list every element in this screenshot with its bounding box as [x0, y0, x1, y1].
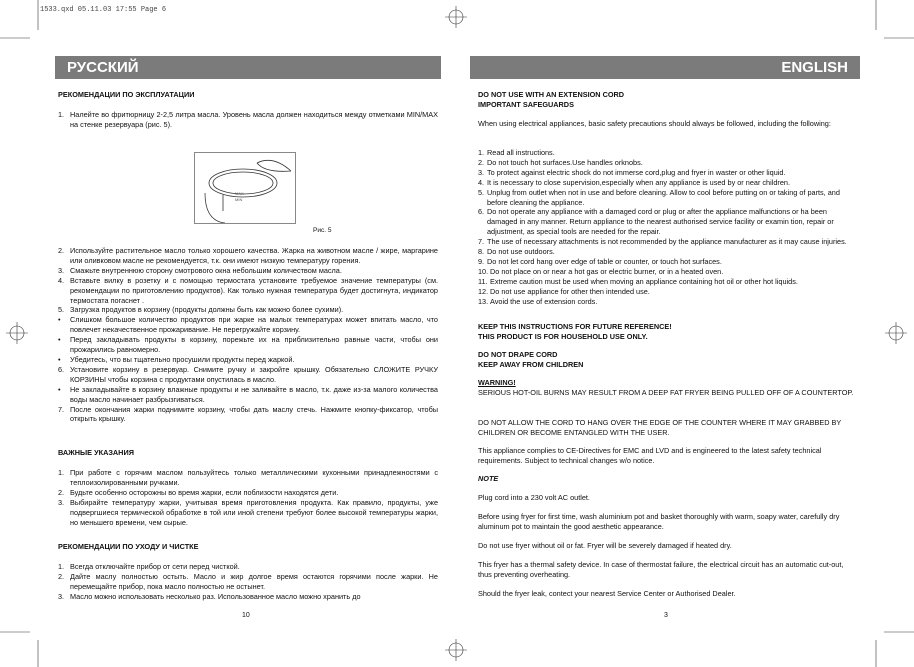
en-safeguard-12: 12. Do not use appliance for other then intended use.	[478, 286, 650, 296]
ru-step-1: 1. Налейте во фритюрницу 2-2,5 литра масла. Уровень масла должен находиться между отметками MIN/MAX на стенке резервуара (рис. 5).	[58, 110, 438, 129]
en-compliance: This appliance complies to CE-Directives for EMC and LVD and is engineered to the latest safety technical requirements. Subject to technical changes w/o notice.	[478, 446, 822, 465]
fig-max-label: MAX	[235, 191, 244, 196]
ru-step-7: 7. После окончания жарки поднимите корзину, чтобы дать маслу стечь. Нажмите кнопку-фиксатор, чтобы открыть крышку.	[58, 404, 438, 424]
en-safeguard-9: 9. Do not let cord hang over edge of table or counter, or touch hot surfaces.	[478, 256, 722, 266]
ru-bullet-3: • Убедитесь, что вы тщательно просушили продукты перед жаркой.	[58, 354, 295, 364]
ru-important-heading: ВАЖНЫЕ УКАЗАНИЯ	[58, 448, 134, 457]
warning-label: WARNING!	[478, 378, 516, 387]
ru-bullet-2: • Перед закладывать продукты в корзину, порежьте их на приблизительно равные части, чтобы они прожарились равномерно.	[58, 335, 438, 355]
ru-warning-1: 1. При работе с горячим маслом пользуйтесь только металлическими кухонными принадлежностями с теплоизолированными ручками.	[58, 468, 438, 487]
en-warning-block: WARNING! SERIOUS HOT-OIL BURNS MAY RESULT FROM A DEEP FAT FRYER BEING PULLED OFF OF A COUNTERTOP.	[478, 378, 858, 398]
ru-warning-3: 3. Выбирайте температуру жарки, учитывая время приготовления продукта. Как правило, продукты, уже подвергшиеся термической обработке в той или иной степени требуют более высокой температуры жарки, но меньшего времени, чем сырые.	[58, 497, 438, 527]
language-header-russian: РУССКИЙ	[55, 56, 441, 79]
fryer-illustration	[195, 153, 295, 223]
ru-care-2: 2. Дайте маслу полностью остыть. Масло и жир долгое время остаются горячими после жарки. Не перемещайте прибор, пока масло полностью не остынет.	[58, 571, 438, 591]
en-safeguard-1: 1. Read all instructions.	[478, 148, 555, 157]
en-drape-block: DO NOT DRAPE CORD KEEP AWAY FROM CHILDREN	[478, 350, 584, 369]
fig-min-label: MIN	[235, 197, 243, 202]
ru-care-1: 1. Всегда отключайте прибор от сети перед чисткой.	[58, 562, 240, 571]
en-note-5: Should the fryer leak, contect your nearest Service Center or Authorised Dealer.	[478, 589, 736, 598]
en-safeguard-11: 11. Extreme caution must be used when moving an appliance containing hot oil or other hot liquids.	[478, 276, 798, 286]
ru-bullet-1: • Слишком большое количество продуктов при жарке на малых температурах может впитать масло, что повлечет некачественное прожаривание. Не перегружайте корзину.	[58, 315, 438, 335]
en-safeguard-2: 2. Do not touch hot surfaces.Use handles orknobs.	[478, 157, 643, 167]
ru-operation-heading: РЕКОМЕНДАЦИИ ПО ЭКСПЛУАТАЦИИ	[58, 90, 195, 99]
ru-care-heading: РЕКОМЕНДАЦИИ ПО УХОДУ И ЧИСТКЕ	[58, 542, 199, 551]
en-keep-block: KEEP THIS INSTRUCTIONS FOR FUTURE REFERENCE! THIS PRODUCT IS FOR HOUSEHOLD USE ONLY.	[478, 322, 672, 341]
ru-warning-2: 2. Будьте особенно осторожны во время жарки, если поблизости находятся дети.	[58, 487, 339, 497]
ru-step-2: 2. Используйте растительное масло только хорошего качества. Жарка на животном масле / жире, маргарине или оливковом масле не рекомендуется, т.к. они имеют низкую температуру горения.	[58, 246, 438, 265]
en-note-label: NOTE	[478, 474, 499, 483]
page-number-left: 10	[242, 612, 250, 619]
en-safeguard-4: 4. It is necessary to close supervision,especially when any appliance is used by or near children.	[478, 177, 790, 187]
ru-care-3: 3. Масло можно использовать несколько раз. Использованное масло можно хранить до	[58, 591, 361, 601]
fryer-figure	[194, 152, 296, 224]
page-number-right: 3	[664, 612, 668, 619]
ru-bullet-4: • Не закладывайте в корзину влажные продукты и не заливайте в масло, т.к. даже из-за малого количества воды масло начинает разбрызгиваться.	[58, 384, 438, 404]
en-safeguard-3: 3. To protect against electric shock do not immerse cord,plug and fryer in waster or other liquid.	[478, 167, 786, 177]
en-safeguard-6: 6. Do not operate any appliance with a damaged cord or plug or after the appliance malfunctions or ha been damaged in any manner. Return appliance to the nearest authorised service facility or examin tion, repair or adjustment, as special tools are needed for the repair.	[478, 207, 834, 237]
prepress-slug: 1533.qxd 05.11.03 17:55 Page 6	[40, 6, 167, 14]
en-safeguard-5: 5. Unplug from outlet when not in use and before cleaning. Allow to cool before putting on or taking of parts, and before cleaning the appliance.	[478, 187, 840, 207]
en-safeguards-heading: DO NOT USE WITH AN EXTENSION CORD IMPORTANT SAFEGUARDS	[478, 90, 625, 109]
ru-steps-block	[58, 246, 438, 424]
ru-care-block	[58, 562, 438, 602]
ru-warnings-block	[58, 468, 438, 527]
en-warning-cord: DO NOT ALLOW THE CORD TO HANG OVER THE EDGE OF THE COUNTER WHERE IT MAY GRABBED BY CHILDREN OR BECOME ENTANGLED WITH THE USER.	[478, 418, 842, 437]
ru-step-4: 4. Вставьте вилку в розетку и с помощью термостата установите требуемое значение температуры (см. рекомендации по приготовлению продуктов). Как только нужная температура будет достигнута, индикатор термостата погаснет .	[58, 275, 438, 305]
ru-step-3: 3. Смажьте внутреннюю сторону смотрового окна небольшим количеством масла.	[58, 265, 342, 275]
en-note-2: Before using fryer for first time, wash aluminium pot and basket thoroughly with warm, soapy water, carefully dry aluminum pot to maintain the good aesthetic appearance.	[478, 512, 840, 531]
language-header-english: ENGLISH	[470, 56, 860, 79]
en-intro: When using electrical appliances, basic safety precautions should always be followed, including the following:	[478, 119, 831, 128]
ru-step-5: 5. Загрузка продуктов в корзину (продукты должны быть как можно более сухими).	[58, 305, 344, 315]
en-note-1: Plug cord into a 230 volt AC outlet.	[478, 493, 590, 502]
ru-step-6: 6. Установите корзину в резервуар. Снимите ручку и закройте крышку. Обязательно СЛОЖИТЕ РУЧКУ КОРЗИНЫ чтобы корзина с продуктами опустилась в масло.	[58, 364, 438, 384]
en-note-4: This fryer has a thermal safety device. In case of thermostat failure, the electrical circuit has an automatic cut-out, thus preventing overheating.	[478, 560, 844, 579]
en-note-3: Do not use fryer without oil or fat. Fryer will be severely damaged if heated dry.	[478, 541, 732, 550]
en-safeguard-10: 10. Do not place on or near a hot gas or electric burner, or in a heated oven.	[478, 266, 724, 276]
en-safeguard-8: 8. Do not use outdoors.	[478, 247, 555, 257]
en-safeguards-list	[478, 148, 858, 307]
en-safeguard-7: 7. The use of necessary attachments is not recommended by the appliance manufacturer as it may cause injuries.	[478, 237, 847, 247]
figure-caption: Рис. 5	[313, 227, 332, 234]
en-safeguard-13: 13. Avoid the use of extension cords.	[478, 296, 598, 306]
